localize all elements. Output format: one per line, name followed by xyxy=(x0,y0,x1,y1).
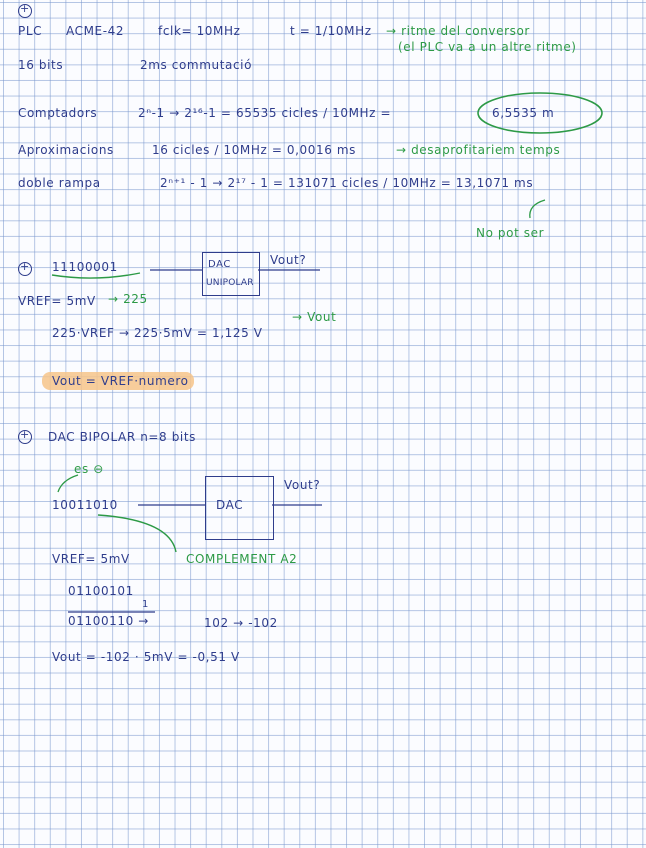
period-text: t = 1/10MHz xyxy=(290,24,372,38)
ex2-complement: COMPLEMENT A2 xyxy=(186,552,298,566)
ex1-formula: Vout = VREF·numero xyxy=(52,374,189,388)
rhythm-note: → ritme del conversor xyxy=(386,24,530,38)
approx-note: → desaprofitariem temps xyxy=(396,143,561,157)
ex2-calculation: Vout = -102 · 5mV = -0,51 V xyxy=(52,650,240,664)
dual-slope-label: doble rampa xyxy=(18,176,101,190)
not-possible-note: No pot ser xyxy=(476,226,545,240)
ex1-vout: Vout? xyxy=(270,253,307,267)
example-2-marker-icon xyxy=(18,430,32,444)
approx-equation: 16 cicles / 10MHz = 0,0016 ms xyxy=(152,143,357,157)
ex1-calculation: 225·VREF → 225·5mV = 1,125 V xyxy=(52,326,263,340)
ex1-vout-arrow: → Vout xyxy=(292,310,337,324)
dual-slope-equation: 2ⁿ⁺¹ - 1 → 2¹⁷ - 1 = 131071 cicles / 10MHz = 13,1071 ms xyxy=(160,176,534,190)
ex1-vref: VREF= 5mV xyxy=(18,294,96,308)
ex2-title: DAC BIPOLAR n=8 bits xyxy=(48,430,197,444)
ex1-225: → 225 xyxy=(108,292,148,306)
switching-text: 2ms commutació xyxy=(140,58,253,72)
example-1-marker-icon xyxy=(18,262,32,276)
ex2-bits: 10011010 xyxy=(52,498,118,512)
ex2-decimal: 102 → -102 xyxy=(204,616,278,630)
rhythm-note-2: (el PLC va a un altre ritme) xyxy=(398,40,577,54)
ex2-vout: Vout? xyxy=(284,478,321,492)
ex2-dac-label: DAC xyxy=(216,498,244,512)
counters-result: 6,5535 m xyxy=(492,106,555,120)
approx-label: Aproximacions xyxy=(18,143,114,157)
counters-equation: 2ⁿ-1 → 2¹⁶-1 = 65535 cicles / 10MHz = xyxy=(138,106,392,120)
ex1-dac-label: DAC xyxy=(208,259,231,270)
fclk-text: fclk= 10MHz xyxy=(158,24,241,38)
section-marker-icon xyxy=(18,4,32,18)
plc-model: ACME-42 xyxy=(66,24,125,38)
ex2-plus-one: 1 xyxy=(142,599,149,610)
ex2-negative-note: es ⊖ xyxy=(74,462,104,476)
ex2-vref: VREF= 5mV xyxy=(52,552,130,566)
ex2-twos-complement: 01100110 → xyxy=(68,614,149,628)
ex1-unipolar-label: UNIPOLAR xyxy=(206,278,254,288)
ex2-ones-complement: 01100101 xyxy=(68,584,134,598)
plc-label: PLC xyxy=(18,24,43,38)
bits-text: 16 bits xyxy=(18,58,64,72)
counters-label: Comptadors xyxy=(18,106,98,120)
ex1-bits: 11100001 xyxy=(52,260,118,274)
